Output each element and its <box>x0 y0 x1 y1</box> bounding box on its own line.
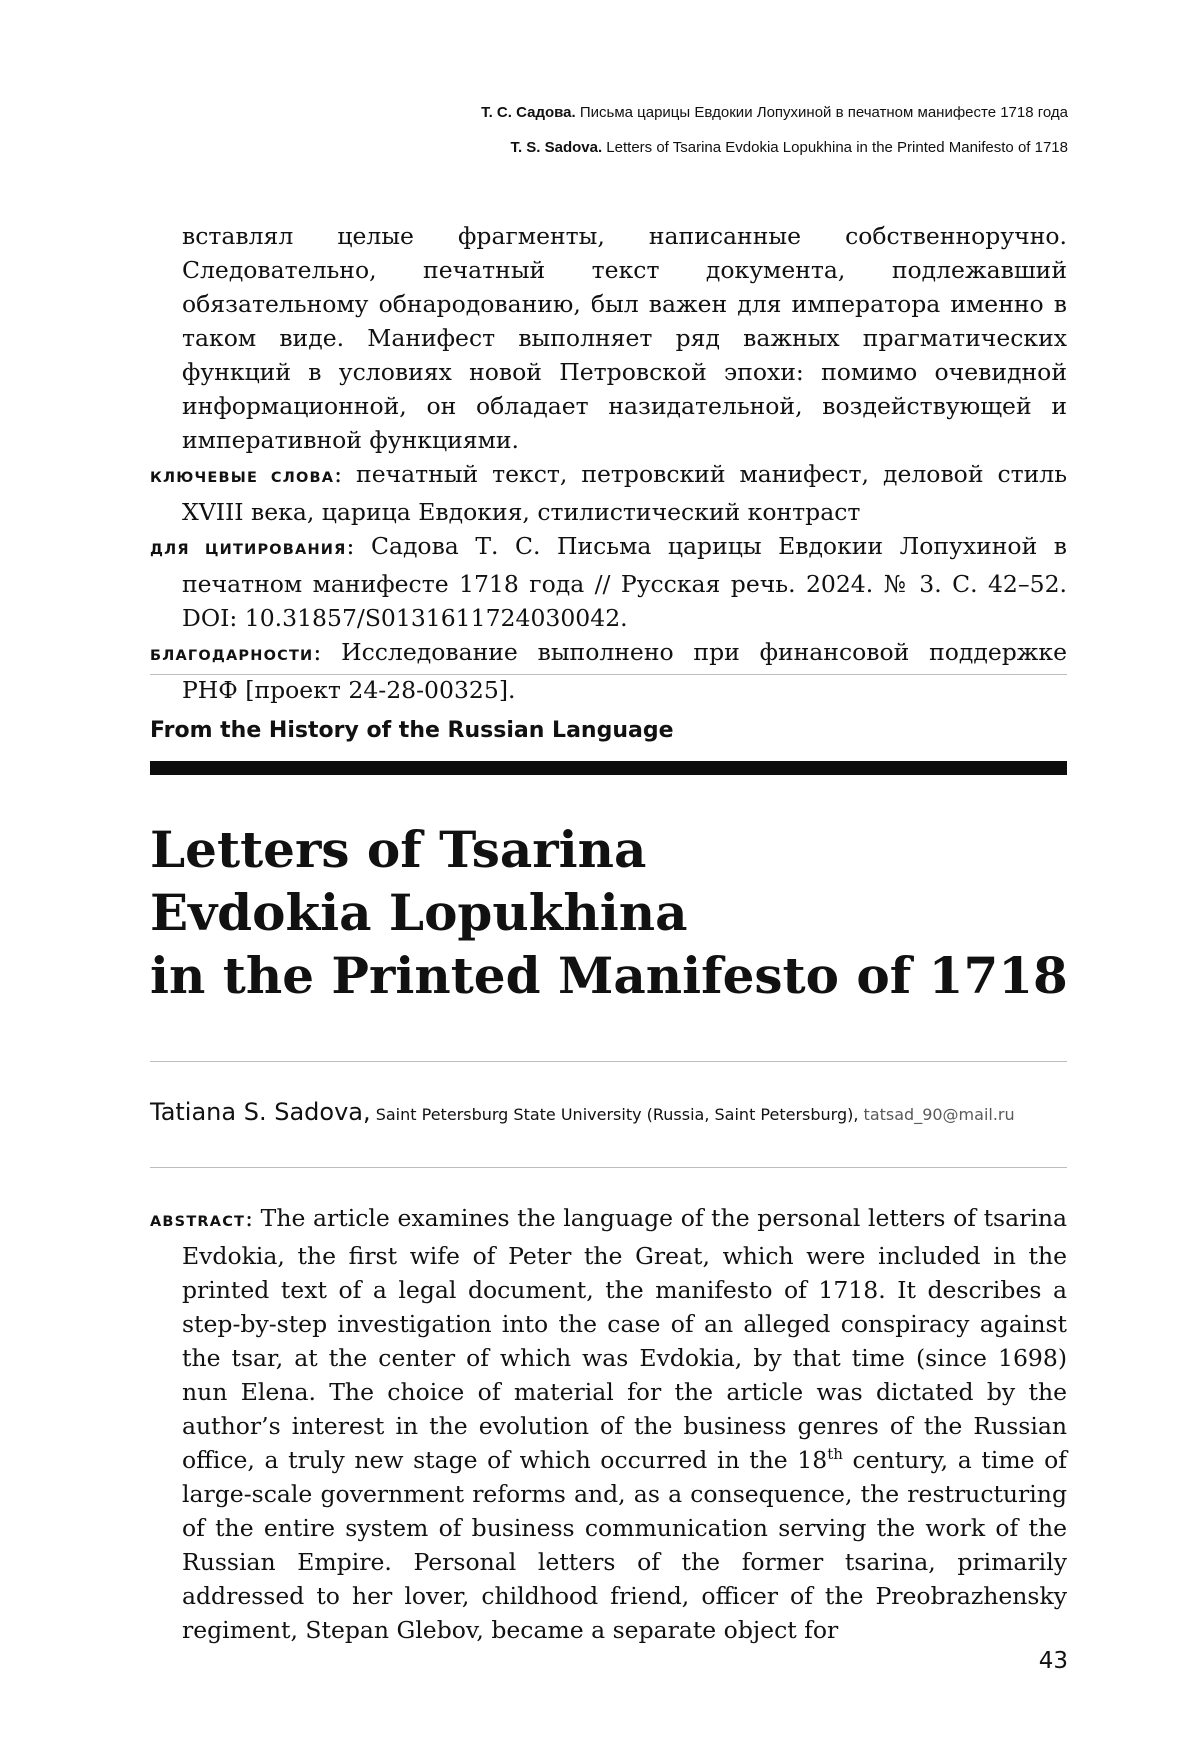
russian-metadata-block <box>150 219 1067 707</box>
section-rule <box>150 761 1067 775</box>
russian-keywords <box>150 457 1067 529</box>
divider <box>150 674 1067 675</box>
running-head-russian <box>481 104 1068 121</box>
keywords-label: КЛЮЧЕВЫЕ СЛОВА <box>150 470 335 486</box>
article-title-line-3: in the Printed Manifesto of 1718 <box>150 946 1068 1005</box>
page-number: 43 <box>1038 1648 1068 1674</box>
author-name: Tatiana S. Sadova, <box>150 1098 371 1126</box>
english-abstract <box>150 1201 1067 1647</box>
section-label: From the History of the Russian Language <box>150 718 674 743</box>
article-title <box>150 818 1067 1007</box>
article-title-line-1: Letters of Tsarina <box>150 820 647 879</box>
russian-citation <box>150 529 1067 635</box>
running-head-english <box>510 139 1068 156</box>
divider <box>150 1061 1067 1062</box>
divider <box>150 1167 1067 1168</box>
ordinal-superscript: th <box>827 1445 843 1463</box>
citation-label: ДЛЯ ЦИТИРОВАНИЯ <box>150 542 347 558</box>
running-head-en-title: Letters of Tsarina Evdokia Lopukhina in the Printed Manifesto of 1718 <box>602 139 1068 156</box>
article-title-line-2: Evdokia Lopukhina <box>150 883 688 942</box>
english-abstract-block <box>150 1201 1067 1647</box>
russian-abstract-continuation: вставлял целые фрагменты, написанные собственноручно. Следовательно, печатный текст документа, подлежавший обязательному обнародованию, был важен для императора именно в таком виде. Манифест выполняет ряд важных прагматических функций в условиях новой Петровской эпохи: помимо очевидной информационной, он обладает назидательной, воздействующей и императивной функциями. <box>182 222 1067 454</box>
acknowledgements-label: БЛАГОДАРНОСТИ <box>150 648 314 664</box>
running-head-ru-author: Т. С. Садова. <box>481 104 576 121</box>
author-email-link[interactable]: tatsad_90@mail.ru <box>863 1105 1015 1124</box>
abstract-label: ABSTRACT <box>150 1214 246 1230</box>
running-head-en-author: T. S. Sadova. <box>510 139 603 156</box>
russian-acknowledgements <box>150 635 1067 707</box>
author-affiliation: Saint Petersburg State University (Russia, Saint Petersburg), <box>370 1105 859 1124</box>
running-head-ru-title: Письма царицы Евдокии Лопухиной в печатном манифесте 1718 года <box>575 104 1068 121</box>
citation-text: : Садова Т. С. Письма царицы Евдокии Лопухиной в печатном манифесте 1718 года // Русская речь. 2024. № 3. С. 42–52. DOI: 10.31857/S0131611724030042. <box>182 532 1067 632</box>
author-line <box>150 1098 1015 1126</box>
acknowledgements-text: : Исследование выполнено при финансовой поддержке РНФ [проект 24-28-00325]. <box>182 638 1067 704</box>
abstract-text-part-1: : The article examines the language of the personal letters of tsarina Evdokia, the first wife of Peter the Great, which were included in the printed text of a legal document, the manifesto of 1718. It describes a step-by-step investigation into the case of an alleged conspiracy against the tsar, at the center of which was Evdokia, by that time (since 1698) nun Elena. The choice of material for the article was dictated by the author’s interest in the evolution of the business genres of the Russian office, a truly new stage of which occurred in the 18 <box>182 1204 1067 1474</box>
keywords-text: : печатный текст, петровский манифест, деловой стиль XVIII века, царица Евдокия, стилистический контраст <box>182 460 1067 526</box>
abstract-text-part-2: century, a time of large-scale government reforms and, as a consequence, the restructuring of the entire system of business communication serving the work of the Russian Empire. Personal letters of the former tsarina, primarily addressed to her lover, childhood friend, officer of the Preobrazhensky regiment, Stepan Glebov, became a separate object for <box>182 1446 1067 1644</box>
